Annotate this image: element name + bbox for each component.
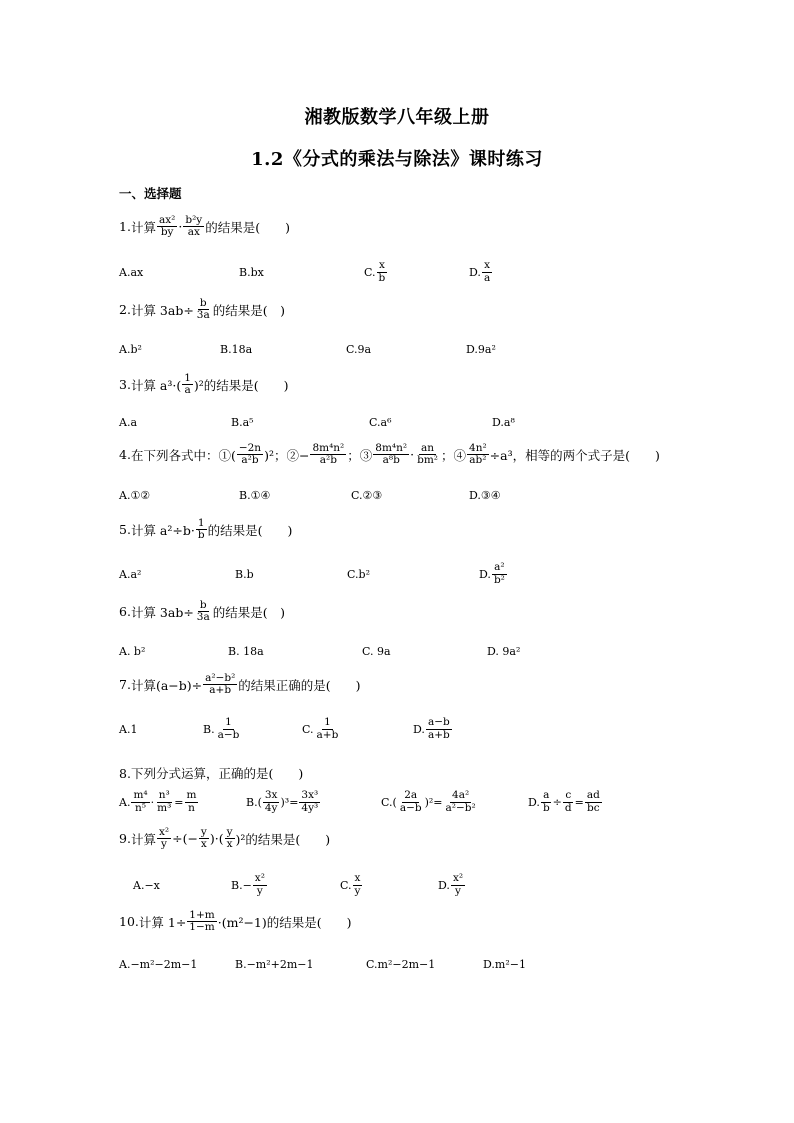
fraction — [263, 790, 280, 813]
option-b — [246, 790, 321, 814]
fraction — [187, 910, 216, 933]
operator: · — [410, 447, 415, 463]
denominator: a²b — [319, 454, 337, 467]
denominator: n⁵ — [135, 801, 147, 814]
option-b: B. 18a — [228, 644, 264, 658]
numerator: 3x — [264, 789, 278, 802]
numerator: x — [378, 259, 385, 272]
option-label: C. — [364, 265, 376, 279]
option-a: A.ax — [119, 265, 144, 279]
question-text: )·( — [209, 831, 224, 847]
option-label: B. — [203, 722, 215, 736]
fraction — [353, 873, 363, 896]
option-c: C.9a — [346, 342, 372, 356]
option-a: A.a — [119, 415, 137, 429]
denominator: y — [455, 884, 461, 897]
numerator: 2a — [404, 789, 418, 802]
option-d — [528, 790, 603, 814]
question-number: 2. — [119, 302, 131, 318]
question-text: 计算(a−b)÷ — [130, 677, 203, 693]
fraction — [157, 215, 177, 238]
numerator: −2n — [238, 442, 262, 454]
option-b: B.b — [235, 567, 254, 581]
denominator: m³ — [157, 801, 172, 814]
option-c: C.②③ — [351, 488, 383, 502]
numerator: a²−b² — [205, 672, 236, 684]
question-text: )²；②− — [264, 447, 310, 463]
question-text: ÷a³，相等的两个式子是( ) — [489, 447, 660, 463]
numerator: 1 — [324, 716, 331, 729]
denominator: a+b — [316, 728, 339, 741]
numerator: x — [484, 259, 491, 272]
denominator: 3a — [196, 611, 210, 624]
numerator: x² — [254, 872, 265, 885]
fraction — [563, 790, 574, 813]
fraction — [310, 443, 346, 466]
fraction — [155, 790, 173, 813]
numerator: n³ — [158, 789, 170, 802]
question-text: 计算 — [130, 831, 156, 847]
option-c: C.m²−2m−1 — [366, 957, 436, 971]
option-label: D. — [528, 795, 540, 809]
question-number: 7. — [119, 677, 131, 693]
numerator: c — [565, 789, 572, 802]
question-number: 6. — [119, 604, 131, 620]
question-text: 的结果是( ) — [205, 219, 290, 235]
option-b — [203, 717, 242, 741]
fraction — [585, 790, 602, 813]
operator: )²= — [424, 795, 443, 809]
option-a — [119, 790, 199, 814]
fraction — [444, 790, 478, 813]
numerator: 1 — [184, 372, 191, 384]
option-b: B.a⁵ — [231, 415, 254, 429]
option-d — [469, 260, 493, 284]
numerator: m⁴ — [133, 789, 148, 802]
question-6 — [119, 600, 285, 623]
denominator: b — [197, 529, 205, 542]
question-text: ；③ — [347, 447, 373, 463]
option-d: D.m²−1 — [483, 957, 526, 971]
document-subtitle: 1.2《分式的乘法与除法》课时练习 — [251, 149, 543, 170]
denominator: a²b — [241, 454, 259, 467]
numerator: 1+m — [189, 909, 215, 921]
numerator: 1 — [197, 517, 205, 529]
numerator: 1 — [225, 716, 232, 729]
question-text: 的结果是( ) — [207, 522, 293, 538]
option-label: D. — [413, 722, 425, 736]
option-b: B.18a — [220, 342, 253, 356]
denominator: b² — [493, 573, 505, 586]
question-text: 计算 a³·( — [130, 377, 182, 393]
fraction — [157, 827, 171, 850]
option-label: B.− — [231, 878, 252, 892]
option-d — [413, 717, 453, 741]
numerator: b — [199, 297, 207, 309]
option-c — [381, 790, 479, 814]
numerator: 8m⁴n² — [312, 442, 345, 454]
question-9 — [119, 827, 330, 850]
option-a: A.①② — [119, 488, 151, 502]
question-5 — [119, 518, 292, 541]
option-d — [438, 873, 466, 897]
denominator: a⁸b — [382, 454, 400, 467]
numerator: b²y — [185, 214, 203, 226]
option-c: C.b² — [347, 567, 370, 581]
numerator: a — [543, 789, 550, 802]
numerator: x² — [452, 872, 464, 885]
fraction — [131, 790, 149, 813]
operator: )³= — [280, 795, 299, 809]
question-text: 的结果正确的是( ) — [238, 677, 361, 693]
option-c — [364, 260, 388, 284]
numerator: b — [199, 599, 207, 611]
option-d: D.a⁸ — [492, 415, 515, 429]
numerator: x — [354, 872, 361, 885]
option-d: D.③④ — [469, 488, 501, 502]
numerator: an — [421, 442, 435, 454]
denominator: ax — [187, 226, 200, 239]
numerator: x² — [158, 826, 170, 838]
fraction — [199, 827, 209, 850]
question-number: 5. — [119, 522, 131, 538]
question-text: 计算 a²÷b· — [130, 522, 195, 538]
option-label: A. — [119, 795, 131, 809]
option-label: C. — [302, 722, 314, 736]
denominator: d — [564, 801, 572, 814]
numerator: 4n² — [469, 442, 487, 454]
denominator: x — [200, 838, 207, 851]
fraction — [492, 562, 507, 585]
denominator: a+b — [209, 684, 232, 697]
question-number: 4. — [119, 447, 131, 463]
denominator: by — [160, 226, 174, 239]
fraction — [451, 873, 465, 896]
numerator: ax² — [158, 214, 176, 226]
numerator: 8m⁴n² — [375, 442, 408, 454]
question-text: 下列分式运算，正确的是( ) — [130, 766, 304, 781]
denominator: a−b — [399, 801, 422, 814]
option-label: B.( — [246, 795, 262, 809]
option-label: C.( — [381, 795, 397, 809]
option-a: A.1 — [119, 722, 138, 736]
question-text: )²的结果是( ) — [235, 831, 331, 847]
numerator: ad — [586, 789, 600, 802]
fraction — [195, 600, 212, 623]
fraction — [225, 827, 235, 850]
fraction — [541, 790, 552, 813]
fraction — [398, 790, 424, 813]
option-b: B.−m²+2m−1 — [235, 957, 314, 971]
fraction — [253, 873, 267, 896]
option-d: D. 9a² — [487, 644, 521, 658]
option-c: C.a⁶ — [369, 415, 392, 429]
fraction — [237, 443, 263, 466]
question-number: 3. — [119, 377, 131, 393]
option-d: D.9a² — [466, 342, 496, 356]
question-text: 的结果是( ) — [212, 302, 286, 318]
denominator: a — [483, 271, 491, 284]
question-text: )²的结果是( ) — [193, 377, 289, 393]
question-3 — [119, 373, 289, 396]
question-text: 计算 3ab÷ — [130, 302, 194, 318]
question-number: 1. — [119, 219, 131, 235]
question-8 — [119, 764, 303, 782]
option-a: A.−x — [133, 878, 160, 892]
fraction — [196, 518, 207, 541]
denominator: a — [184, 384, 191, 397]
question-text: ÷(− — [172, 831, 198, 847]
denominator: y — [354, 884, 361, 897]
option-a: A.a² — [119, 567, 142, 581]
option-label: C. — [340, 878, 352, 892]
document-title: 湘教版数学八年级上册 — [304, 107, 490, 128]
numerator: m — [186, 789, 197, 802]
denominator: y — [161, 838, 167, 851]
option-b — [231, 873, 268, 897]
question-text: 计算 3ab÷ — [130, 604, 194, 620]
question-1 — [119, 215, 290, 238]
question-text: 的结果是( ) — [212, 604, 286, 620]
denominator: 1−m — [189, 921, 215, 934]
option-c — [302, 717, 341, 741]
fraction — [373, 443, 409, 466]
denominator: n — [188, 801, 195, 814]
fraction — [467, 443, 489, 466]
fraction — [183, 215, 204, 238]
question-2 — [119, 298, 285, 321]
fraction — [415, 443, 440, 466]
option-label: D. — [438, 878, 450, 892]
denominator: a²−b² — [445, 801, 476, 814]
fraction — [182, 373, 193, 396]
fraction — [299, 790, 320, 813]
denominator: a−b — [217, 728, 240, 741]
question-number: 9. — [119, 831, 131, 847]
option-d — [479, 562, 508, 586]
option-label: D. — [479, 567, 491, 581]
question-text: 计算 — [130, 219, 156, 235]
question-text: ·(m²−1)的结果是( ) — [217, 914, 352, 930]
operator: = — [174, 795, 184, 809]
fraction — [482, 260, 492, 283]
option-a: A. b² — [119, 644, 146, 658]
question-text: ；④ — [441, 447, 467, 463]
numerator: y — [226, 826, 233, 838]
denominator: b — [378, 271, 386, 284]
fraction — [377, 260, 388, 283]
numerator: a−b — [427, 716, 450, 729]
denominator: a+b — [427, 728, 450, 741]
denominator: b — [542, 801, 550, 814]
option-c — [340, 873, 363, 897]
fraction — [185, 790, 199, 813]
question-7 — [119, 673, 361, 696]
denominator: 3a — [196, 309, 210, 322]
question-10 — [119, 910, 352, 933]
numerator: 3x³ — [301, 789, 319, 802]
option-a: A.−m²−2m−1 — [119, 957, 198, 971]
fraction — [426, 717, 452, 740]
denominator: bm² — [417, 454, 438, 467]
fraction — [203, 673, 237, 696]
fraction — [216, 717, 242, 740]
fraction — [315, 717, 341, 740]
option-b: B.①④ — [239, 488, 271, 502]
operator: ÷ — [552, 795, 562, 809]
operator: = — [574, 795, 584, 809]
question-text: 在下列各式中：①( — [130, 447, 236, 463]
option-a: A.b² — [119, 342, 142, 356]
numerator: y — [200, 826, 207, 838]
numerator: 4a² — [452, 789, 470, 802]
operator: · — [150, 795, 155, 809]
option-label: D. — [469, 265, 481, 279]
option-c: C. 9a — [362, 644, 391, 658]
section-heading: 一、选择题 — [119, 186, 182, 201]
denominator: ab² — [469, 454, 487, 467]
operator: · — [178, 219, 183, 235]
denominator: y — [256, 884, 263, 897]
denominator: 4y — [264, 801, 278, 814]
numerator: a² — [494, 561, 505, 574]
question-number: 10. — [119, 914, 139, 930]
question-number: 8. — [119, 765, 131, 781]
denominator: bc — [587, 801, 600, 814]
denominator: 4y³ — [301, 801, 319, 814]
question-4 — [119, 443, 660, 466]
option-b: B.bx — [239, 265, 264, 279]
fraction — [195, 298, 212, 321]
denominator: x — [226, 838, 233, 851]
question-text: 计算 1÷ — [138, 914, 187, 930]
